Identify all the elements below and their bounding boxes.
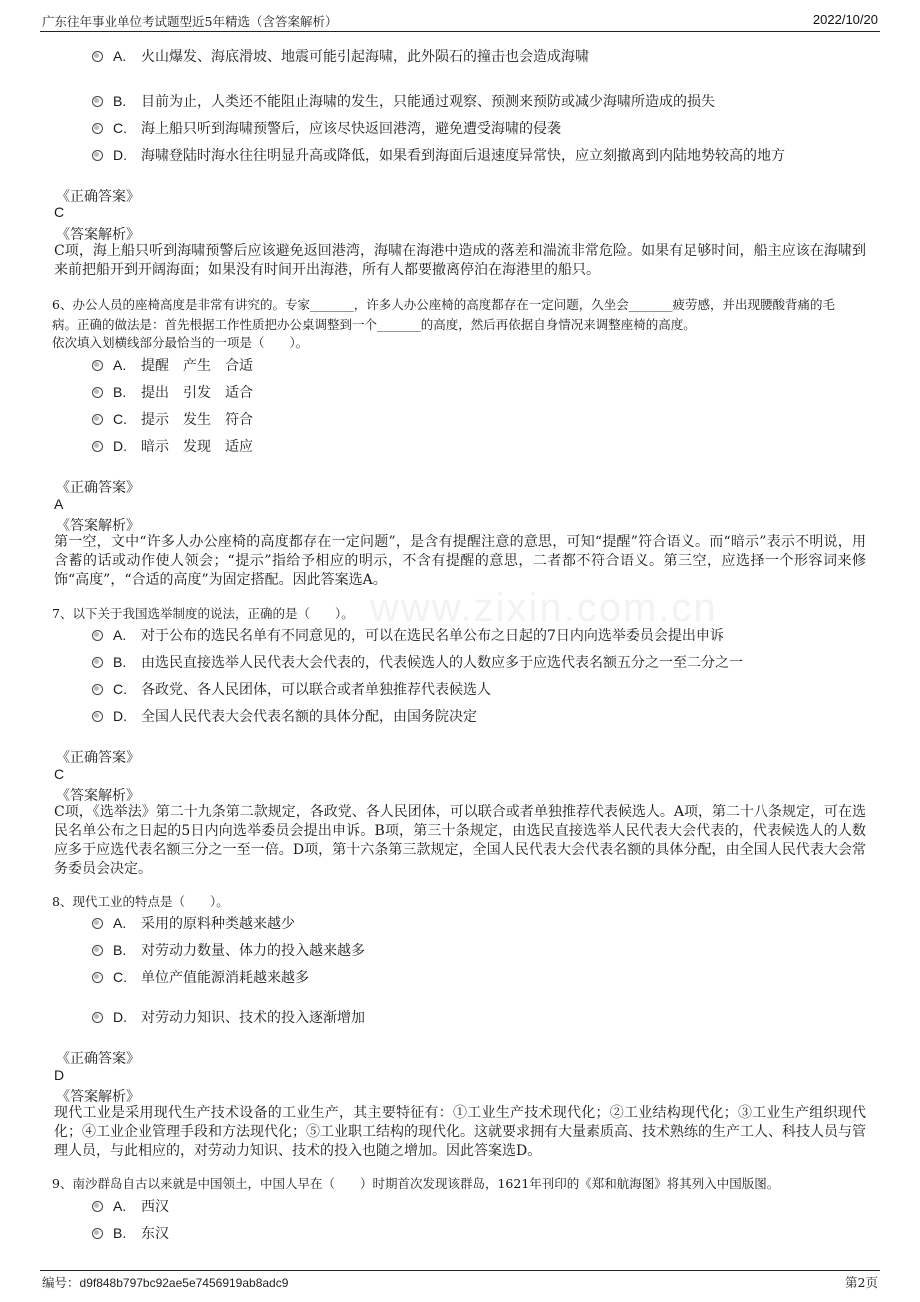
radio-icon[interactable] (92, 945, 103, 956)
question-stem: 9、南沙群岛自古以来就是中国领土，中国人早在（ ）时期首次发现该群岛，1621年刊印的《郑和航海图》将其列入中国版图。 (52, 1176, 780, 1191)
option-a[interactable]: A. 采用的原料种类越来越少 (92, 913, 295, 933)
correct-answer: D (54, 1067, 65, 1083)
radio-icon[interactable] (92, 387, 103, 398)
option-b[interactable]: B. 目前为止，人类还不能阻止海啸的发生，只能通过观察、预测来预防或减少海啸所造成的损失 (92, 91, 715, 111)
watermark: www.zixin.com.cn (370, 586, 718, 630)
analysis-text: 现代工业是采用现代生产技术设备的工业生产，其主要特征有：①工业生产技术现代化；②工业结构现代化；③工业生产组织现代化；④工业企业管理手段和方法现代化；⑤工业职工结构的现代化。这就要求拥有大量素质高、技术熟练的生产工人、科技人员与管理人员，与此相应的，对劳动力知识、技术的投入也随之增加。因此答案选D。 (54, 1105, 866, 1159)
radio-icon[interactable] (92, 1012, 103, 1023)
correct-answer-label: 《正确答案》 (56, 480, 140, 496)
document-id: 编号：d9f848b797bc92ae5e7456919ab8adc9 (42, 1275, 289, 1290)
option-b[interactable]: B. 东汉 (92, 1223, 169, 1243)
option-c[interactable]: C. 单位产值能源消耗越来越多 (92, 967, 309, 987)
header-divider (40, 31, 880, 32)
correct-answer-label: 《正确答案》 (56, 750, 140, 766)
option-a[interactable]: A. 火山爆发、海底滑坡、地震可能引起海啸，此外陨石的撞击也会造成海啸 (92, 46, 589, 66)
correct-answer: C (54, 766, 65, 782)
analysis-text: C项，海上船只听到海啸预警后应该避免返回港湾，海啸在海港中造成的落差和湍流非常危险。如果有足够时间，船主应该在海啸到来前把船开到开阔海面；如果没有时间开出海港，所有人都要撤离停泊在海港里的船只。 (54, 243, 866, 278)
analysis-text: 第一空，文中“许多人办公座椅的高度都存在一定问题”，是含有提醒注意的意思，可知“提醒”符合语义。而“暗示”表示不明说，用含蓄的话或动作使人领会；“提示”指给予相应的明示，不含有提醒的意思，二者都不符合语义。第三空，应选择一个形容词来修饰“高度”，“合适的高度”为固定搭配。因此答案选A。 (54, 534, 866, 588)
radio-icon[interactable] (92, 1228, 103, 1239)
option-c[interactable]: C. 各政党、各人民团体，可以联合或者单独推荐代表候选人 (92, 679, 491, 699)
radio-icon[interactable] (92, 414, 103, 425)
correct-answer-label: 《正确答案》 (56, 1051, 140, 1067)
analysis-label: 《答案解析》 (56, 518, 140, 534)
option-d[interactable]: D. 全国人民代表大会代表名额的具体分配，由国务院决定 (92, 706, 477, 726)
correct-answer: C (54, 204, 65, 220)
radio-icon[interactable] (92, 1201, 103, 1212)
option-c[interactable]: C. 提示 发生 符合 (92, 409, 253, 429)
analysis-label: 《答案解析》 (56, 1089, 140, 1105)
option-b[interactable]: B. 提出 引发 适合 (92, 382, 253, 402)
option-b[interactable]: B. 对劳动力数量、体力的投入越来越多 (92, 940, 365, 960)
option-a[interactable]: A. 西汉 (92, 1196, 169, 1216)
question-stem: 8、现代工业的特点是（ ）。 (52, 894, 229, 909)
radio-icon[interactable] (92, 96, 103, 107)
footer-divider (40, 1270, 880, 1271)
option-c[interactable]: C. 海上船只听到海啸预警后，应该尽快返回港湾，避免遭受海啸的侵袭 (92, 118, 561, 138)
radio-icon[interactable] (92, 918, 103, 929)
question-stem-line-2: 病。正确的做法是：首先根据工作性质把办公桌调整到一个_______的高度，然后再依据自身情况来调整座椅的高度。 (52, 317, 696, 332)
question-stem: 6、办公人员的座椅高度是非常有讲究的。专家_______，许多人办公座椅的高度都存在一定问题，久坐会_______疲劳感，并出现腰酸背痛的毛 (52, 297, 835, 312)
radio-icon[interactable] (92, 441, 103, 452)
option-a[interactable]: A. 对于公布的选民名单有不同意见的，可以在选民名单公布之日起的7日内向选举委员会提出申诉 (92, 625, 724, 645)
radio-icon[interactable] (92, 630, 103, 641)
correct-answer: A (54, 496, 64, 512)
analysis-text: C项，《选举法》第二十九条第二款规定，各政党、各人民团体，可以联合或者单独推荐代表候选人。A项，第二十八条规定，可在选民名单公布之日起的5日内向选举委员会提出申诉。B项，第三十条规定，由选民直接选举人民代表大会代表的，代表候选人的人数应多于应选代表名额三分之一至一倍。D项，第十六条第三款规定，全国人民代表大会代表名额的具体分配，由全国人民代表大会常务委员会决定。 (54, 804, 866, 877)
correct-answer-label: 《正确答案》 (56, 189, 140, 205)
question-stem-line-3: 依次填入划横线部分最恰当的一项是（ ）。 (52, 335, 309, 350)
option-d[interactable]: D. 对劳动力知识、技术的投入逐渐增加 (92, 1007, 365, 1027)
radio-icon[interactable] (92, 360, 103, 371)
question-stem: 7、以下关于我国选举制度的说法，正确的是（ ）。 (52, 606, 354, 621)
option-a[interactable]: A. 提醒 产生 合适 (92, 355, 253, 375)
page-number: 第2页 (845, 1275, 878, 1290)
analysis-label: 《答案解析》 (56, 227, 140, 243)
radio-icon[interactable] (92, 123, 103, 134)
document-date: 2022/10/20 (812, 12, 878, 27)
option-d[interactable]: D. 暗示 发现 适应 (92, 436, 253, 456)
option-b[interactable]: B. 由选民直接选举人民代表大会代表的，代表候选人的人数应多于应选代表名额五分之一至二分之一 (92, 652, 743, 672)
analysis-label: 《答案解析》 (56, 788, 140, 804)
radio-icon[interactable] (92, 51, 103, 62)
radio-icon[interactable] (92, 657, 103, 668)
radio-icon[interactable] (92, 711, 103, 722)
radio-icon[interactable] (92, 684, 103, 695)
radio-icon[interactable] (92, 972, 103, 983)
document-header-title: 广东往年事业单位考试题型近5年精选（含答案解析） (42, 14, 338, 29)
option-d[interactable]: D. 海啸登陆时海水往往明显升高或降低，如果看到海面后退速度异常快，应立刻撤离到内陆地势较高的地方 (92, 145, 785, 165)
radio-icon[interactable] (92, 150, 103, 161)
